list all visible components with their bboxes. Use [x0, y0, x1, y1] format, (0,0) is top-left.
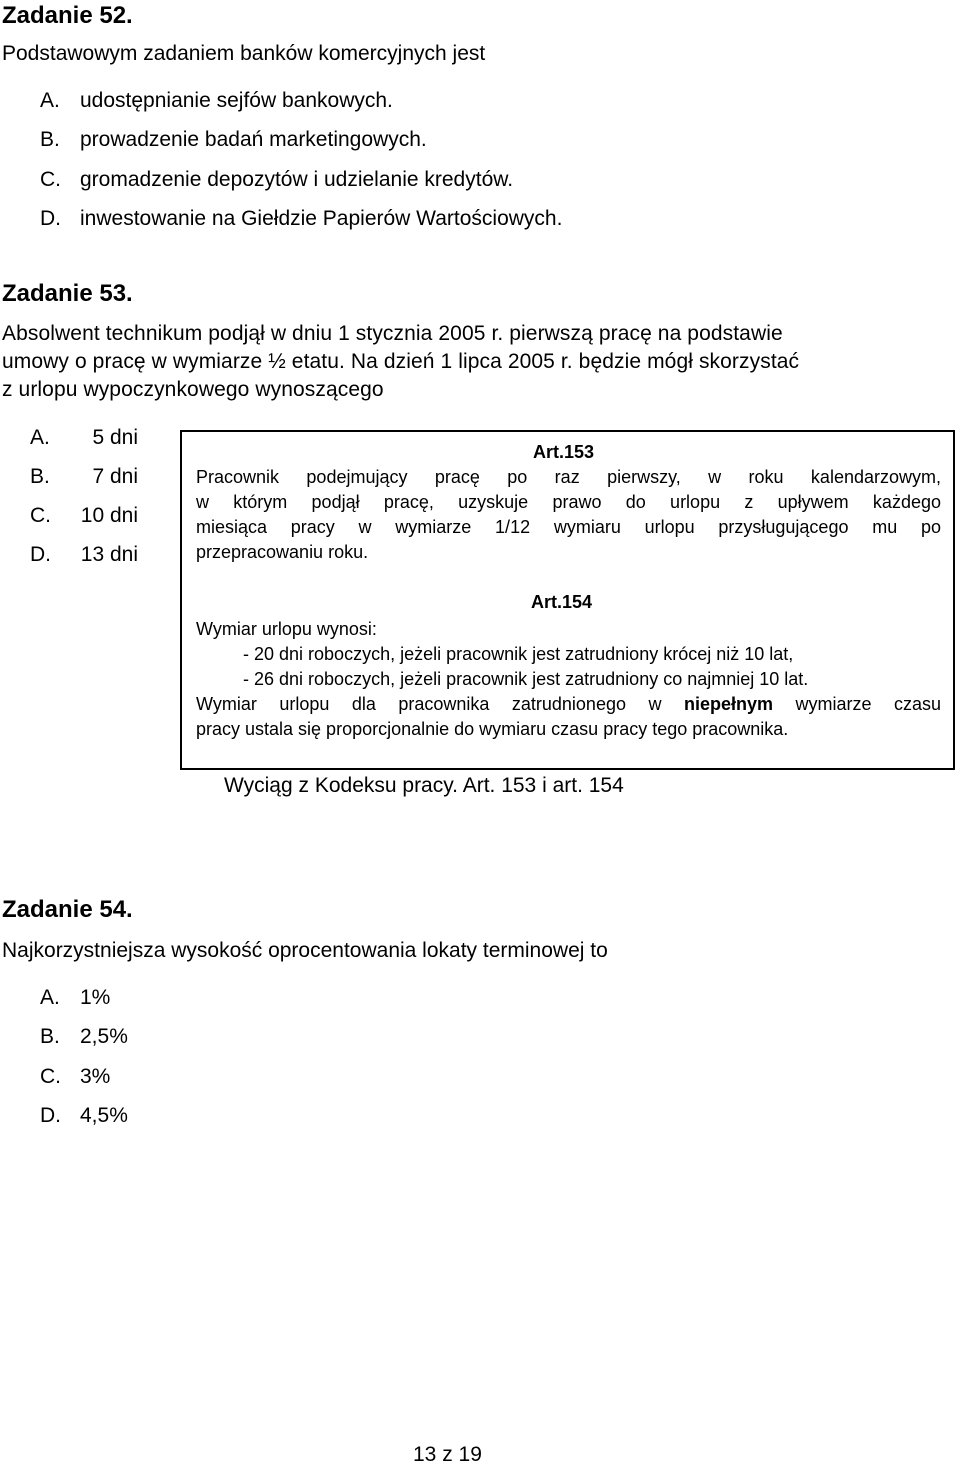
option-letter: D.	[40, 207, 61, 230]
task54-option-d	[40, 1102, 128, 1130]
option-text: 1%	[80, 986, 111, 1009]
task52-option-d	[40, 205, 562, 233]
option-text: udostępnianie sejfów bankowych.	[80, 89, 393, 112]
option-letter: D.	[40, 1104, 61, 1127]
task52-option-b	[40, 126, 427, 154]
option-text: 3%	[80, 1065, 111, 1088]
task52-option-a	[40, 87, 393, 115]
art153-title: Art.153	[533, 442, 595, 462]
excerpt-source: Wyciąg z Kodeksu pracy. Art. 153 i art. 154	[224, 774, 624, 797]
task53-option-a	[30, 418, 138, 457]
task54-option-b	[40, 1023, 128, 1051]
task53-heading: Zadanie 53.	[2, 280, 133, 307]
task52-option-c	[40, 166, 513, 194]
task54-option-c	[40, 1063, 110, 1091]
option-letter: C.	[40, 168, 61, 191]
option-letter: B.	[30, 465, 50, 488]
task53-question-line-1: Absolwent technikum podjął w dniu 1 stycznia 2005 r. pierwszą pracę na podstawie	[2, 322, 783, 345]
option-text: 2,5%	[80, 1025, 128, 1048]
option-text: 5 dni	[92, 426, 138, 449]
art153-line: miesiąca pracy w wymiarze 1/12 wymiaru urlopu przysługującego mu po	[196, 517, 941, 537]
art154-item-2: - 26 dni roboczych, jeżeli pracownik jest zatrudniony co najmniej 10 lat.	[243, 669, 809, 689]
art154-part-line	[196, 692, 941, 717]
option-text: inwestowanie na Giełdzie Papierów Wartościowych.	[80, 207, 563, 230]
option-letter: D.	[30, 543, 51, 566]
art154-item-1: - 20 dni roboczych, jeżeli pracownik jest zatrudniony krócej niż 10 lat,	[243, 644, 794, 664]
option-letter: C.	[30, 504, 51, 527]
option-letter: A.	[30, 426, 50, 449]
art154-bold-word: niepełnym	[683, 694, 773, 714]
option-text: 7 dni	[92, 465, 138, 488]
task54-question: Najkorzystniejsza wysokość oprocentowania lokaty terminowej to	[2, 939, 608, 962]
option-letter: A.	[40, 986, 60, 1009]
art153-line: przepracowaniu roku.	[196, 542, 369, 562]
task53-question-line-2: umowy o pracę w wymiarze ½ etatu. Na dzień 1 lipca 2005 r. będzie mógł skorzystać	[2, 350, 800, 373]
art154-part-after: wymiarze czasu	[773, 694, 942, 714]
task54-heading: Zadanie 54.	[2, 896, 133, 923]
option-letter: B.	[40, 1025, 60, 1048]
art153-text	[196, 465, 941, 565]
option-text: 13 dni	[80, 543, 138, 566]
option-letter: C.	[40, 1065, 61, 1088]
option-text: 4,5%	[80, 1104, 128, 1127]
page-number: 13 z 19	[413, 1443, 482, 1466]
option-text: 10 dni	[80, 504, 138, 527]
art153-line: Pracownik podejmujący pracę po raz pierwszy, w roku kalendarzowym,	[196, 467, 941, 487]
task53-option-c	[30, 496, 138, 535]
option-letter: A.	[40, 89, 60, 112]
option-text: prowadzenie badań marketingowych.	[80, 128, 427, 151]
art153-line: w którym podjął pracę, uzyskuje prawo do urlopu z upływem każdego	[196, 492, 941, 512]
art154-intro: Wymiar urlopu wynosi:	[196, 619, 377, 639]
task54-option-a	[40, 984, 110, 1012]
art154-part-before: Wymiar urlopu dla pracownika zatrudnionego w	[196, 694, 684, 714]
task53-options	[30, 418, 138, 574]
task52-heading: Zadanie 52.	[2, 2, 133, 29]
task53-option-b	[30, 457, 138, 496]
task53-question-line-3: z urlopu wypoczynkowego wynoszącego	[2, 378, 384, 401]
option-letter: B.	[40, 128, 60, 151]
art154-last-line: pracy ustala się proporcjonalnie do wymiaru czasu pracy tego pracownika.	[196, 719, 789, 739]
task53-option-d	[30, 535, 138, 574]
option-text: gromadzenie depozytów i udzielanie kredytów.	[80, 168, 514, 191]
art154-title: Art.154	[531, 592, 593, 612]
task52-question: Podstawowym zadaniem banków komercyjnych jest	[2, 42, 486, 65]
